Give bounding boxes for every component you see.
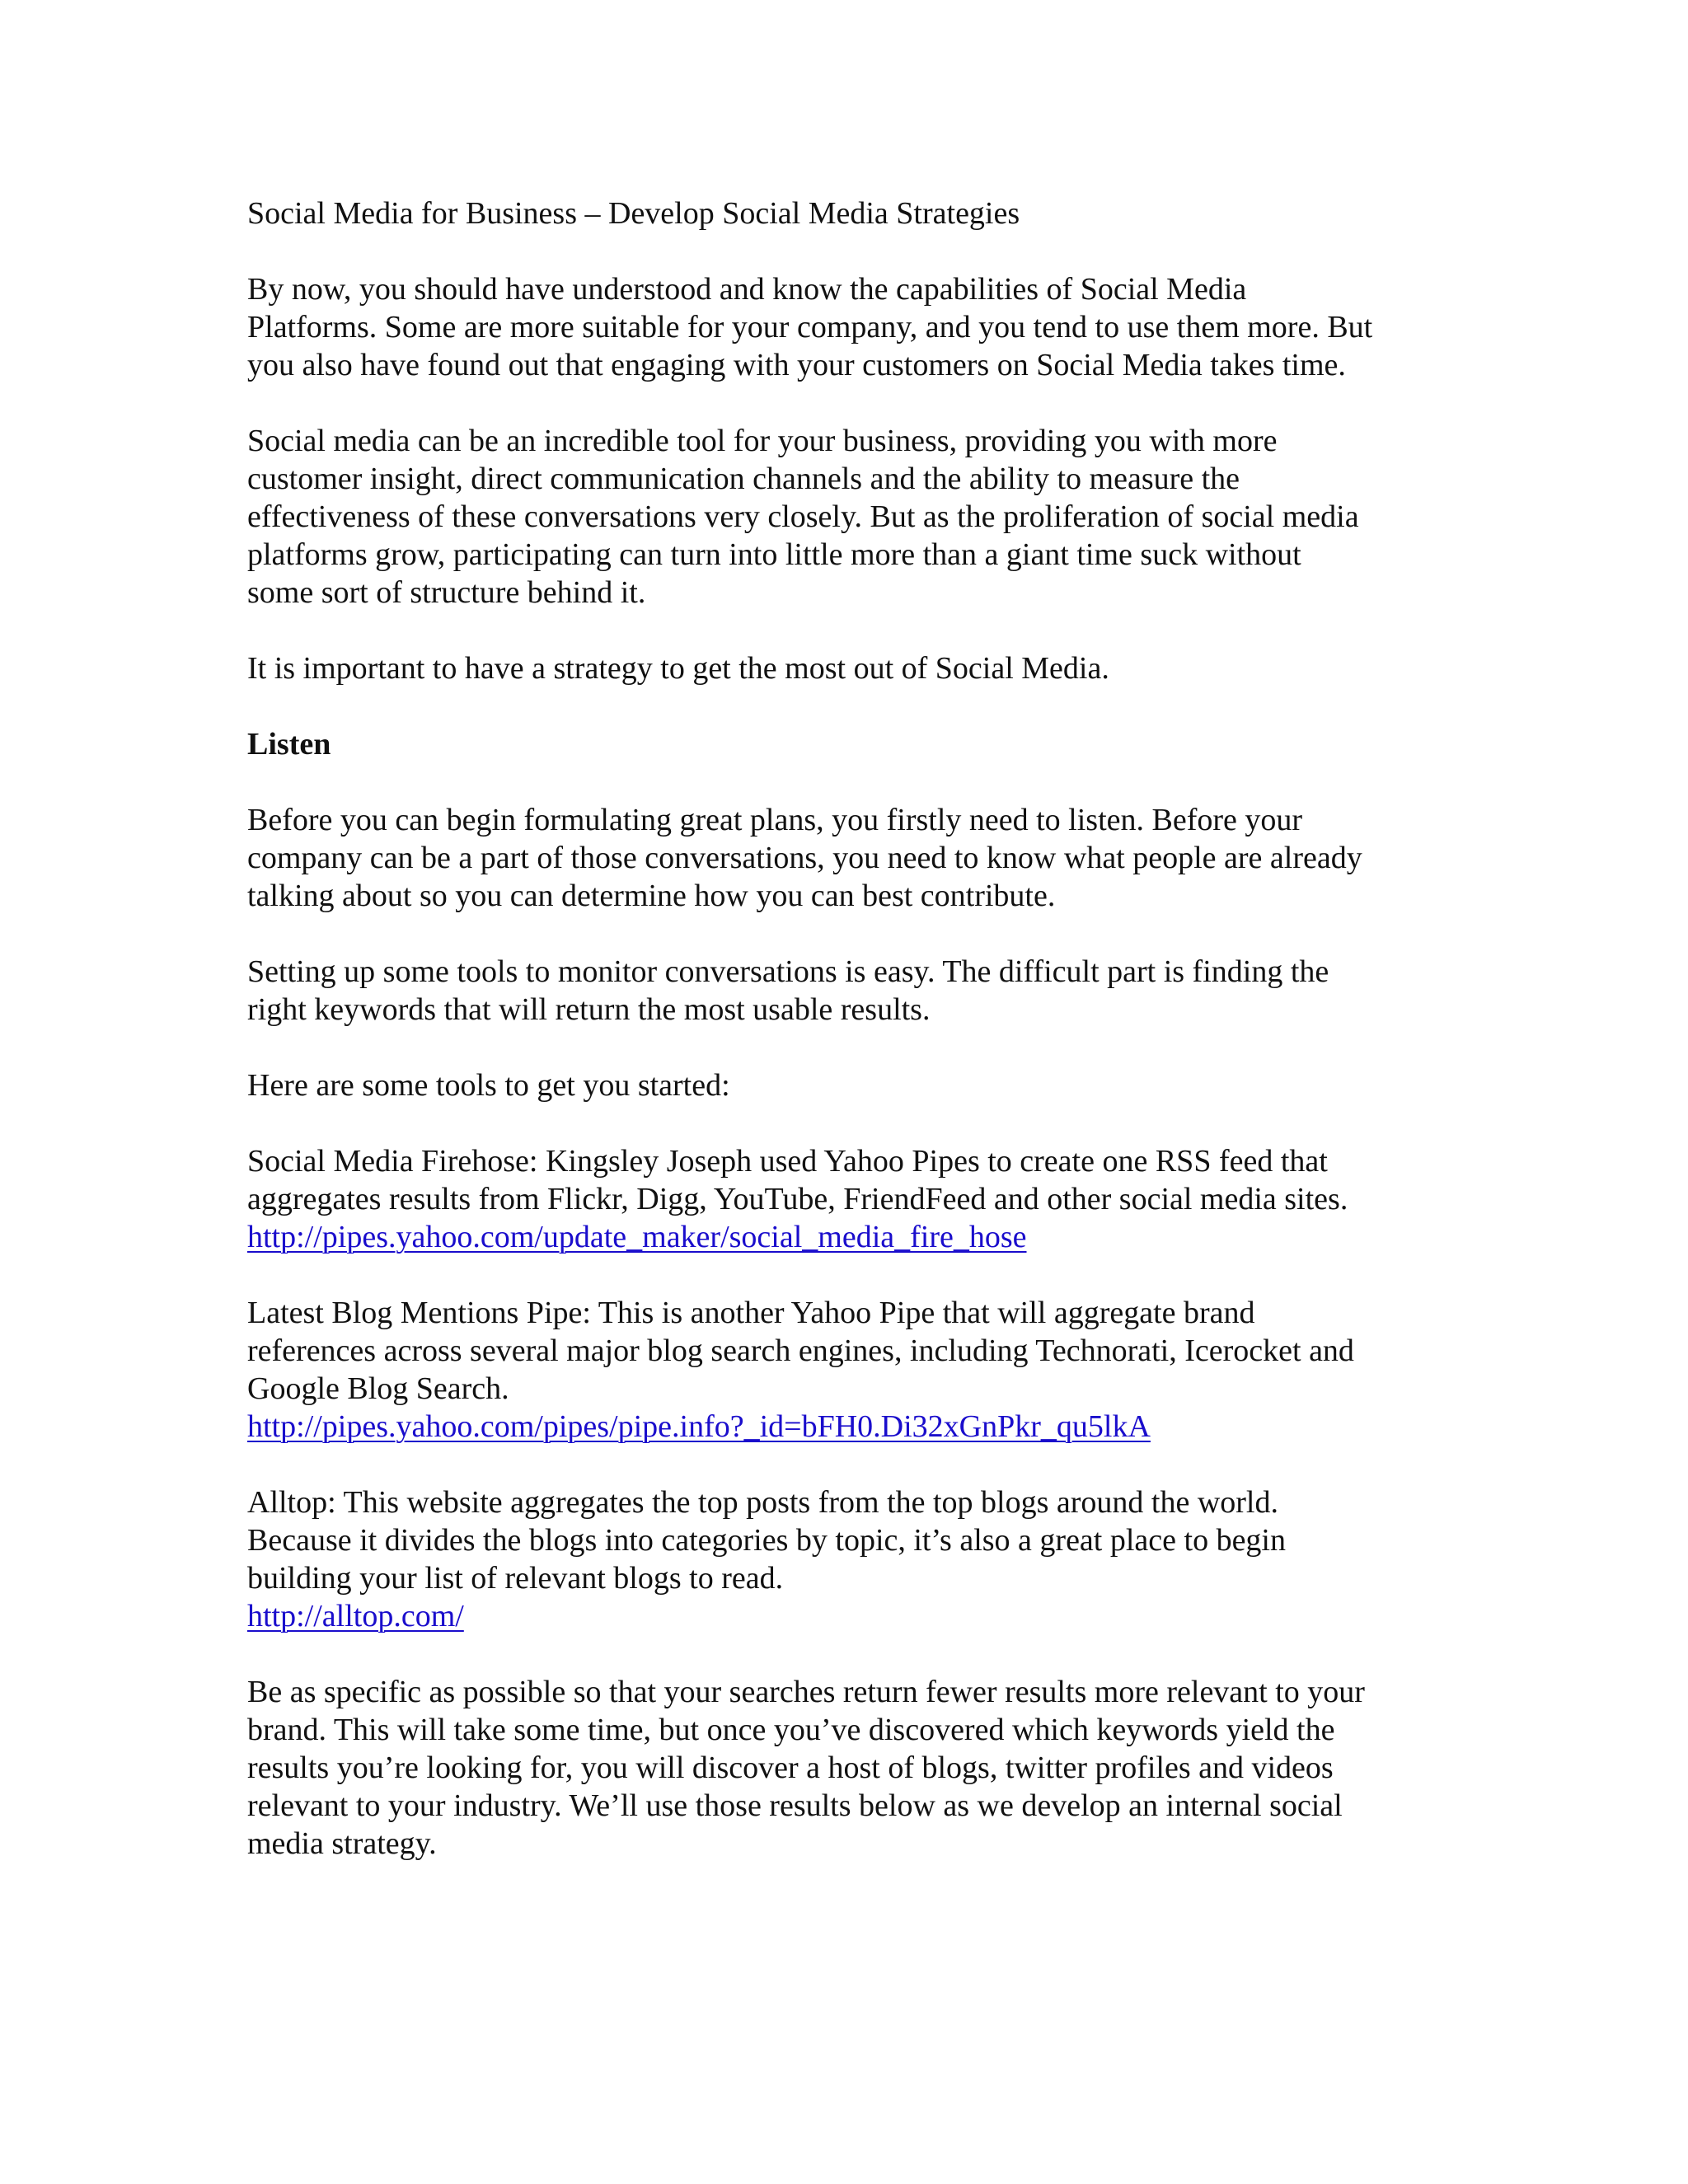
paragraph-line: Social Media Firehose: Kingsley Joseph used Yahoo Pipes to create one RSS feed that <box>247 1144 1328 1179</box>
paragraph-line: talking about so you can determine how you can best contribute. <box>247 879 1056 913</box>
paragraph-line: Before you can begin formulating great plans, you firstly need to listen. Before your <box>247 803 1303 837</box>
blog-mentions-pipe-link[interactable]: http://pipes.yahoo.com/pipes/pipe.info?_id=bFH0.Di32xGnPkr_qu5lkA <box>247 1409 1151 1444</box>
listen-paragraph <box>247 801 1451 915</box>
paragraph-line: references across several major blog search engines, including Technorati, Icerocket and <box>247 1333 1354 1368</box>
paragraph-line: aggregates results from Flickr, Digg, YouTube, FriendFeed and other social media sites. <box>247 1182 1348 1216</box>
tools-setup-paragraph <box>247 953 1451 1029</box>
paragraph-line: customer insight, direct communication channels and the ability to measure the <box>247 462 1240 496</box>
paragraph-line: Platforms. Some are more suitable for your company, and you tend to use them more. But <box>247 310 1373 344</box>
specific-search-paragraph <box>247 1673 1451 1863</box>
paragraph-line: brand. This will take some time, but once you’ve discovered which keywords yield the <box>247 1713 1335 1747</box>
paragraph-line: platforms grow, participating can turn into little more than a giant time suck without <box>247 537 1301 572</box>
tools-intro-paragraph <box>247 1066 1451 1104</box>
paragraph-line: media strategy. <box>247 1826 437 1861</box>
alltop-link[interactable]: http://alltop.com/ <box>247 1599 464 1633</box>
paragraph-line: Here are some tools to get you started: <box>247 1068 730 1103</box>
tool-social-media-firehose <box>247 1142 1451 1256</box>
paragraph-line: company can be a part of those conversations, you need to know what people are already <box>247 841 1362 875</box>
paragraph-line: results you’re looking for, you will discover a host of blogs, twitter profiles and videos <box>247 1750 1334 1785</box>
strategy-paragraph <box>247 649 1451 687</box>
tool-latest-blog-mentions <box>247 1294 1451 1446</box>
paragraph-line: By now, you should have understood and know the capabilities of Social Media <box>247 272 1247 307</box>
intro-paragraph <box>247 270 1451 384</box>
paragraph-line: right keywords that will return the most usable results. <box>247 992 931 1027</box>
paragraph-line: building your list of relevant blogs to read. <box>247 1561 784 1596</box>
paragraph-line: Be as specific as possible so that your searches return fewer results more relevant to your <box>247 1675 1365 1709</box>
title-line: Social Media for Business – Develop Social Media Strategies <box>247 196 1020 231</box>
heading-text: Listen <box>247 727 331 762</box>
paragraph-line: Latest Blog Mentions Pipe: This is another Yahoo Pipe that will aggregate brand <box>247 1296 1255 1330</box>
paragraph-line: It is important to have a strategy to get the most out of Social Media. <box>247 651 1109 686</box>
firehose-link[interactable]: http://pipes.yahoo.com/update_maker/social_media_fire_hose <box>247 1220 1027 1254</box>
paragraph-line: some sort of structure behind it. <box>247 575 646 610</box>
tool-alltop <box>247 1483 1451 1635</box>
paragraph-line: Because it divides the blogs into categories by topic, it’s also a great place to begin <box>247 1523 1286 1558</box>
section-heading-listen <box>247 725 1451 763</box>
paragraph-line: Google Blog Search. <box>247 1371 509 1406</box>
paragraph-line: Alltop: This website aggregates the top posts from the top blogs around the world. <box>247 1485 1278 1520</box>
document-title <box>247 194 1451 232</box>
paragraph-line: Social media can be an incredible tool for your business, providing you with more <box>247 424 1278 458</box>
document-page <box>247 194 1451 1900</box>
benefits-paragraph <box>247 422 1451 612</box>
paragraph-line: relevant to your industry. We’ll use those results below as we develop an internal social <box>247 1788 1343 1823</box>
paragraph-line: you also have found out that engaging with your customers on Social Media takes time. <box>247 348 1346 382</box>
paragraph-line: effectiveness of these conversations very closely. But as the proliferation of social media <box>247 499 1359 534</box>
paragraph-line: Setting up some tools to monitor conversations is easy. The difficult part is finding the <box>247 954 1329 989</box>
